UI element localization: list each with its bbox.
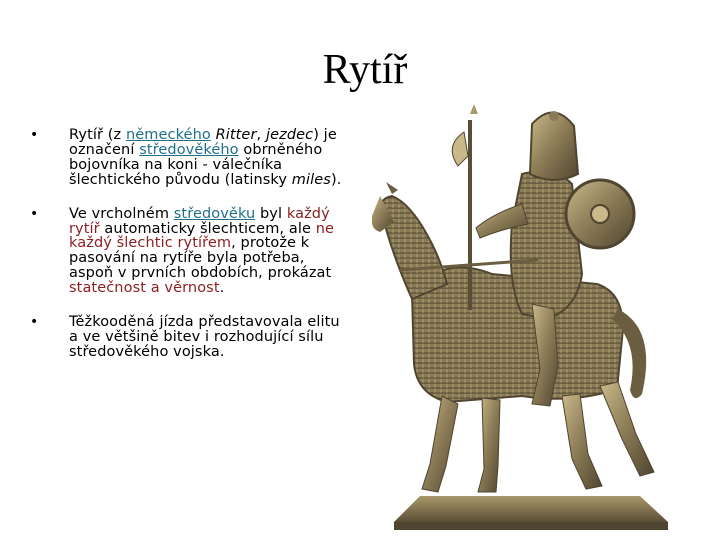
slide-title: Rytíř bbox=[322, 47, 408, 93]
text-run: ). bbox=[330, 171, 342, 188]
text-run: , bbox=[256, 127, 266, 143]
wiki-link[interactable]: středověku bbox=[173, 205, 256, 222]
knight-statue-image bbox=[372, 104, 700, 534]
bullet-text bbox=[69, 206, 334, 297]
text-run: Rytíř (z bbox=[69, 127, 126, 143]
bullet-marker: • bbox=[30, 127, 39, 143]
bullet-marker: • bbox=[30, 314, 39, 331]
highlighted-term: statečnost a věrnost bbox=[69, 280, 220, 297]
knight-on-horse-statue-icon bbox=[372, 104, 700, 534]
bullet-item bbox=[30, 315, 350, 360]
italic-term: jezdec bbox=[265, 127, 314, 143]
bullet-item bbox=[30, 128, 350, 188]
text-run: Ve vrcholném bbox=[69, 205, 174, 222]
bullet-marker: • bbox=[30, 205, 39, 222]
italic-term: miles bbox=[291, 171, 331, 188]
bullet-list bbox=[30, 128, 350, 360]
wiki-link[interactable]: německého bbox=[125, 127, 211, 143]
bullet-text bbox=[69, 314, 340, 360]
text-run: obrněného bojovníka na koni - válečníka šlechtického původu (latinsky bbox=[69, 141, 323, 188]
text-run: automaticky šlechticem, ale bbox=[99, 220, 316, 237]
text-run: . bbox=[219, 280, 225, 297]
text-run: ) je označení bbox=[69, 127, 337, 158]
highlighted-term: ne každý šlechtic rytířem bbox=[69, 220, 334, 252]
italic-term: Ritter bbox=[215, 127, 257, 143]
bullet-item bbox=[30, 207, 350, 296]
text-run: Těžkooděná jízda představovala elitu a ve většině bitev i rozhodující sílu středověkého vojska. bbox=[69, 314, 340, 360]
bullet-text bbox=[69, 127, 341, 188]
wiki-link[interactable]: středověkého bbox=[139, 141, 239, 158]
text-run: , protože k pasování na rytíře byla potřeba, aspoň v prvních obdobích, prokázat bbox=[69, 235, 332, 282]
highlighted-term: každý rytíř bbox=[69, 205, 330, 237]
text-run: byl bbox=[255, 205, 287, 222]
